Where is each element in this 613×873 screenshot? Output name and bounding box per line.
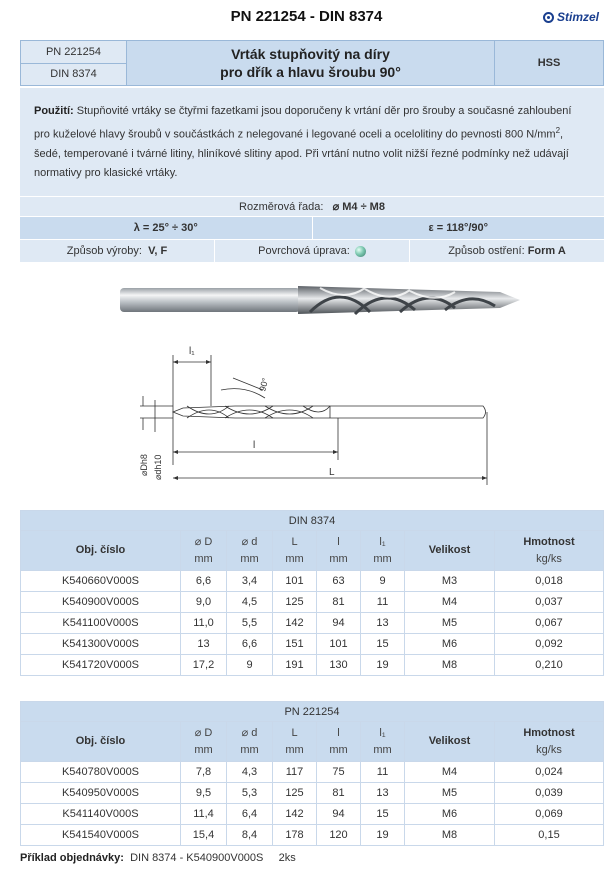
cell-l: 81	[317, 783, 361, 804]
cell-d: 5,3	[227, 783, 273, 804]
product-header	[20, 40, 604, 86]
table-row	[21, 655, 604, 676]
angles-row	[20, 217, 604, 239]
size-range-value: ⌀ M4 ÷ M8	[332, 201, 385, 213]
cell-D: 6,6	[181, 571, 227, 592]
table-row	[21, 825, 604, 846]
product-title-line-2: pro dřík a hlavu šroubu 90°	[220, 64, 401, 80]
col-weight: Hmotnost kg/ks	[495, 531, 604, 571]
cell-obj: K540660V000S	[21, 571, 181, 592]
table-row	[21, 783, 604, 804]
col-obj: Obj. číslo	[21, 722, 181, 762]
product-codes	[21, 41, 127, 85]
cell-l: 75	[317, 762, 361, 783]
cell-D: 9,5	[181, 783, 227, 804]
dim-angle-label: 90°	[257, 376, 271, 393]
cell-obj: K540780V000S	[21, 762, 181, 783]
col-D: ⌀ D mm	[181, 531, 227, 571]
cell-l: 81	[317, 592, 361, 613]
cell-obj: K540900V000S	[21, 592, 181, 613]
cell-l1: 11	[361, 592, 405, 613]
dim-l1-label: l₁	[189, 346, 195, 357]
cell-l1: 13	[361, 783, 405, 804]
surface-cell	[215, 240, 409, 262]
col-l1: l₁ mm	[361, 531, 405, 571]
material: HSS	[495, 41, 603, 85]
cell-L: 191	[273, 655, 317, 676]
usage-description	[20, 88, 604, 196]
cell-l: 120	[317, 825, 361, 846]
cell-weight: 0,037	[495, 592, 604, 613]
grind-value: Form A	[527, 245, 566, 257]
table-row	[21, 613, 604, 634]
cell-L: 142	[273, 613, 317, 634]
cell-obj: K541140V000S	[21, 804, 181, 825]
cell-D: 9,0	[181, 592, 227, 613]
cell-obj: K541300V000S	[21, 634, 181, 655]
cell-size: M6	[405, 804, 495, 825]
cell-L: 125	[273, 592, 317, 613]
size-range-label: Rozměrová řada:	[239, 200, 324, 213]
cell-size: M5	[405, 783, 495, 804]
product-code-pn: PN 221254	[45, 45, 102, 58]
col-L: L mm	[273, 722, 317, 762]
dim-L-label: L	[329, 467, 335, 478]
cell-l1: 13	[361, 613, 405, 634]
cell-l1: 11	[361, 762, 405, 783]
cell-l1: 15	[361, 634, 405, 655]
order-example-value: DIN 8374 - K540900V000S	[130, 852, 264, 864]
cell-weight: 0,092	[495, 634, 604, 655]
cell-l: 101	[317, 634, 361, 655]
order-example	[20, 852, 296, 864]
cell-d: 9	[227, 655, 273, 676]
cell-L: 178	[273, 825, 317, 846]
epsilon-angle: ε = 118°/90°	[313, 217, 605, 239]
cell-D: 15,4	[181, 825, 227, 846]
cell-l: 130	[317, 655, 361, 676]
cell-D: 11,4	[181, 804, 227, 825]
product-title	[127, 41, 495, 85]
cell-L: 142	[273, 804, 317, 825]
table-body	[21, 571, 604, 676]
cell-l1: 15	[361, 804, 405, 825]
order-example-label: Příklad objednávky:	[20, 852, 124, 864]
cell-weight: 0,15	[495, 825, 604, 846]
logo-icon	[543, 12, 554, 23]
table-row	[21, 634, 604, 655]
surface-label: Povrchová úprava:	[258, 245, 350, 257]
order-example-qty: 2ks	[278, 852, 296, 864]
cell-d: 6,4	[227, 804, 273, 825]
cell-weight: 0,024	[495, 762, 604, 783]
col-L: L mm	[273, 531, 317, 571]
col-size: Velikost	[405, 531, 495, 571]
table-caption: DIN 8374	[21, 511, 604, 531]
cell-weight: 0,039	[495, 783, 604, 804]
cell-d: 8,4	[227, 825, 273, 846]
cell-d: 3,4	[227, 571, 273, 592]
cell-weight: 0,069	[495, 804, 604, 825]
cell-obj: K540950V000S	[21, 783, 181, 804]
cell-l1: 19	[361, 655, 405, 676]
col-size: Velikost	[405, 722, 495, 762]
cell-obj: K541540V000S	[21, 825, 181, 846]
cell-weight: 0,210	[495, 655, 604, 676]
col-l: l mm	[317, 531, 361, 571]
cell-L: 151	[273, 634, 317, 655]
cell-l: 63	[317, 571, 361, 592]
col-obj: Obj. číslo	[21, 531, 181, 571]
dim-dh10-label: ⌀dh10	[153, 454, 163, 480]
usage-text-2: , šedé, temperované i tvárné litiny, hliníkové slitiny apod. Při vrtání nutno volit nižší řezné podmínky než udávají normativy pro klasické vrtáky.	[34, 128, 569, 179]
table-row	[21, 592, 604, 613]
table-row	[21, 571, 604, 592]
col-l: l mm	[317, 722, 361, 762]
cell-L: 125	[273, 783, 317, 804]
cell-size: M4	[405, 762, 495, 783]
manufacture-label: Způsob výroby:	[66, 245, 142, 257]
cell-d: 5,5	[227, 613, 273, 634]
cell-D: 11,0	[181, 613, 227, 634]
logo-text: Stimzel	[556, 10, 599, 24]
dim-l-label: l	[253, 440, 256, 451]
lambda-angle: λ = 25° ÷ 30°	[20, 217, 312, 239]
col-D: ⌀ D mm	[181, 722, 227, 762]
process-row	[20, 240, 604, 262]
table-caption: PN 221254	[21, 702, 604, 722]
col-d: ⌀ d mm	[227, 531, 273, 571]
usage-label: Použití:	[34, 105, 74, 117]
size-range-row	[20, 197, 604, 216]
cell-l1: 9	[361, 571, 405, 592]
brand-logo	[543, 10, 599, 24]
table-body	[21, 762, 604, 846]
cell-D: 7,8	[181, 762, 227, 783]
grind-label: Způsob ostření:	[448, 245, 525, 257]
cell-obj: K541100V000S	[21, 613, 181, 634]
drill-technical-drawing	[125, 340, 500, 495]
din8374-table	[20, 510, 604, 676]
grind-cell	[410, 240, 604, 262]
usage-sup: 2	[555, 126, 561, 135]
cell-obj: K541720V000S	[21, 655, 181, 676]
cell-D: 13	[181, 634, 227, 655]
cell-d: 6,6	[227, 634, 273, 655]
col-l1: l₁ mm	[361, 722, 405, 762]
table-row	[21, 804, 604, 825]
cell-l: 94	[317, 804, 361, 825]
cell-l1: 19	[361, 825, 405, 846]
product-code-din: DIN 8374	[21, 63, 126, 86]
surface-finish-icon	[355, 246, 366, 257]
col-d: ⌀ d mm	[227, 722, 273, 762]
page-title: PN 221254 - DIN 8374	[230, 8, 383, 25]
cell-size: M8	[405, 655, 495, 676]
drill-photo	[110, 272, 530, 336]
usage-text-1: Stupňovité vrtáky se čtyřmi fazetkami jsou doporučeny k vrtání děr pro šrouby a současné zahloubení pro kuželové hlavy šroubů v součástkách z nelegované i legované oceli a ocelolitiny do pevnosti 800 N/mm	[34, 105, 572, 141]
cell-L: 117	[273, 762, 317, 783]
product-title-line-1: Vrták stupňovitý na díry	[231, 46, 390, 62]
cell-size: M3	[405, 571, 495, 592]
cell-d: 4,5	[227, 592, 273, 613]
dim-Dh8-label: ⌀Dh8	[139, 454, 149, 476]
cell-l: 94	[317, 613, 361, 634]
cell-D: 17,2	[181, 655, 227, 676]
cell-size: M4	[405, 592, 495, 613]
cell-size: M8	[405, 825, 495, 846]
cell-L: 101	[273, 571, 317, 592]
cell-weight: 0,067	[495, 613, 604, 634]
manufacture-value: V, F	[148, 245, 168, 257]
pn221254-table	[20, 701, 604, 846]
cell-size: M6	[405, 634, 495, 655]
manufacture-cell	[20, 240, 214, 262]
table-row	[21, 762, 604, 783]
cell-size: M5	[405, 613, 495, 634]
cell-weight: 0,018	[495, 571, 604, 592]
cell-d: 4,3	[227, 762, 273, 783]
col-weight: Hmotnost kg/ks	[495, 722, 604, 762]
